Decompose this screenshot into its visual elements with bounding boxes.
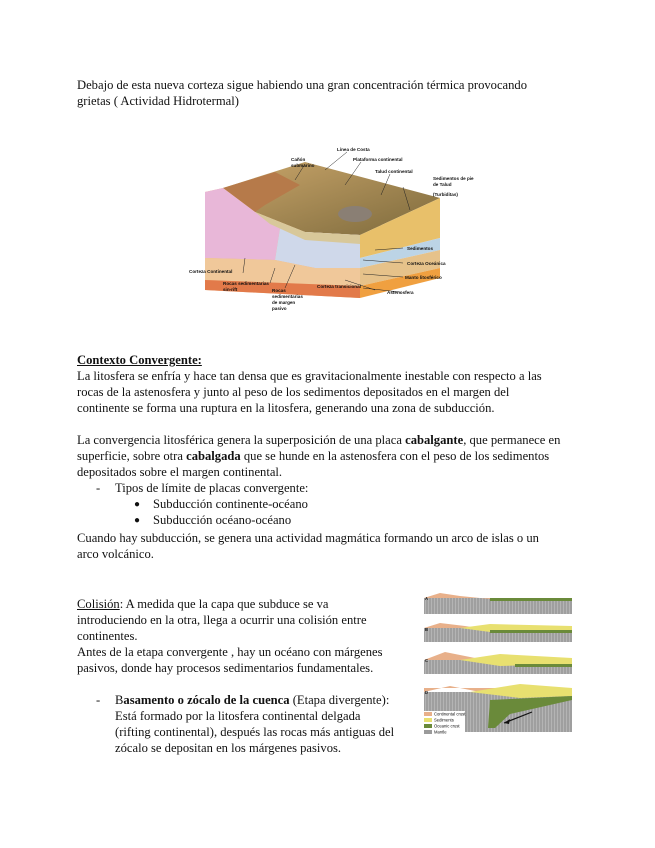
list-title: Tipos de límite de placas convergente: (115, 481, 309, 495)
legend-oceanic-crust: Oceanic crust (434, 723, 460, 729)
bullet-icon: ● (134, 499, 141, 510)
conv-p2-line-3: depositados sobre el margen continental. (77, 465, 283, 479)
seamount (338, 206, 372, 222)
collision-legend (423, 711, 466, 736)
basamento-line-3: (rifting continental), después las rocas más antiguas del (115, 725, 395, 739)
label-linea-costa: Línea de Costa (337, 147, 370, 152)
label-canon: Cañón (291, 157, 306, 162)
legend-sediments: Sediments (434, 717, 454, 723)
term-cabalgada: cabalgada (186, 449, 241, 463)
legend-continental-crust: Continental crust (434, 711, 466, 717)
label-talud: Talud continental (375, 169, 413, 174)
colision-line-3: continentes. (77, 629, 138, 643)
label-submarino: submarino (291, 163, 315, 168)
conv-p2-line-1 (77, 432, 567, 448)
label-rocas-margen-2: sedimentarias (272, 294, 303, 299)
legend-mantle: Mantle (434, 729, 447, 735)
conv-p2-l2-a: superficie, sobre otra (77, 449, 187, 463)
stage-panel-c (424, 652, 572, 674)
subitem-oceano-oceano: Subducción océano-océano (153, 513, 292, 527)
conv-p3-line-1: Cuando hay subducción, se genera una actividad magmática formando un arco de islas o un (77, 531, 539, 545)
conv-p1-line-1: La litosfera se enfría y hace tan densa que es gravitacionalmente inestable con respecto a las (77, 369, 542, 383)
label-sedimentos-pie-2: de Talud (433, 182, 452, 187)
legend-swatch-mantle (424, 730, 432, 734)
basamento-line-2: Está formado por la litosfera continental delgada (115, 709, 361, 723)
list-dash: - (96, 481, 101, 495)
panel-label-d: D (425, 690, 429, 695)
basamento-term: asamento o zócalo de la cuenca (123, 693, 290, 707)
label-corteza-transicion: Corteza transicional (317, 284, 361, 289)
intro-line-2: grietas ( Actividad Hidrotermal) (77, 94, 239, 108)
convergente-heading-text: Contexto Convergente: (77, 353, 202, 367)
colision-line-4: Antes de la etapa convergente , hay un océano con márgenes (77, 645, 383, 659)
legend-swatch-crust (424, 712, 432, 716)
label-corteza-oceanica: Corteza Oceánica (407, 261, 446, 266)
label-rocas-margen-1: Rocas (272, 288, 286, 293)
panel-label-a: A (425, 596, 429, 601)
subitem-continente-oceano: Subducción continente-océano (153, 497, 308, 511)
convergente-heading (77, 352, 567, 368)
intro-line-1: Debajo de esta nueva corteza sigue habiendo una gran concentración térmica provocando (77, 78, 528, 92)
colision-line-1 (77, 596, 407, 612)
conv-p2-l1-c: , que permanece en (463, 433, 561, 447)
conv-p1-line-2: rocas de la astenosfera y junto al peso de los sedimentos depositados en el margen del (77, 385, 510, 399)
basamento-etapa: (Etapa divergente): (289, 693, 390, 707)
colision-l1-rest: : A medida que la capa que subduce se va (119, 597, 329, 611)
basamento-line-1 (115, 692, 415, 708)
basamento-dash: - (96, 693, 101, 707)
label-sedimentos-pie-1: Sedimentos de pie (433, 176, 474, 181)
label-turbiditas: (Turbiditas) (433, 192, 458, 197)
label-rocas-margen-4: pasivo (272, 306, 287, 311)
panel-label-b: B (425, 627, 429, 632)
panel-label-c: C (425, 658, 429, 663)
stage-panel-b (424, 623, 572, 642)
colision-heading: Colisión (77, 597, 120, 611)
label-corteza-continental: Corteza Continental (189, 269, 233, 274)
passive-margin-block-diagram (185, 140, 475, 320)
conv-p2-line-2 (77, 448, 567, 464)
label-rocas-sed-1: Rocas sedimentarias (223, 281, 269, 286)
label-rocas-margen-3: de margen (272, 300, 296, 305)
conv-p1-line-3: continente se forma una ruptura en la litosfera, generando una zona de subducción. (77, 401, 495, 415)
conv-p3-line-2: arco volcánico. (77, 547, 154, 561)
label-sedimentos: Sedimentos (407, 246, 434, 251)
colision-line-5: pasivos, donde hay procesos sedimentarios fundamentales. (77, 661, 374, 675)
legend-swatch-sediments (424, 718, 432, 722)
collision-stages-diagram (420, 588, 575, 738)
label-manto-litosferico: Manto litosférico (405, 275, 442, 280)
label-rocas-sed-2: sin-rift (223, 287, 238, 292)
term-cabalgante: cabalgante (405, 433, 464, 447)
bullet-icon: ● (134, 515, 141, 526)
label-plataforma: Plataforma continental (353, 157, 403, 162)
conv-p2-l2-c: que se hunde en la astenosfera con el peso de los sedimentos (240, 449, 550, 463)
basamento-b: B (115, 693, 124, 707)
colision-line-2: introduciendo en la otra, llega a ocurrir una colisión entre (77, 613, 367, 627)
conv-p2-l1-a: La convergencia litosférica genera la superposición de una placa (77, 433, 406, 447)
label-astenosfera: Astenosfera (387, 290, 414, 295)
stage-panel-a (424, 593, 572, 614)
legend-swatch-oceanic (424, 724, 432, 728)
basamento-line-4: zócalo se depositan en los márgenes pasivos. (115, 741, 342, 755)
